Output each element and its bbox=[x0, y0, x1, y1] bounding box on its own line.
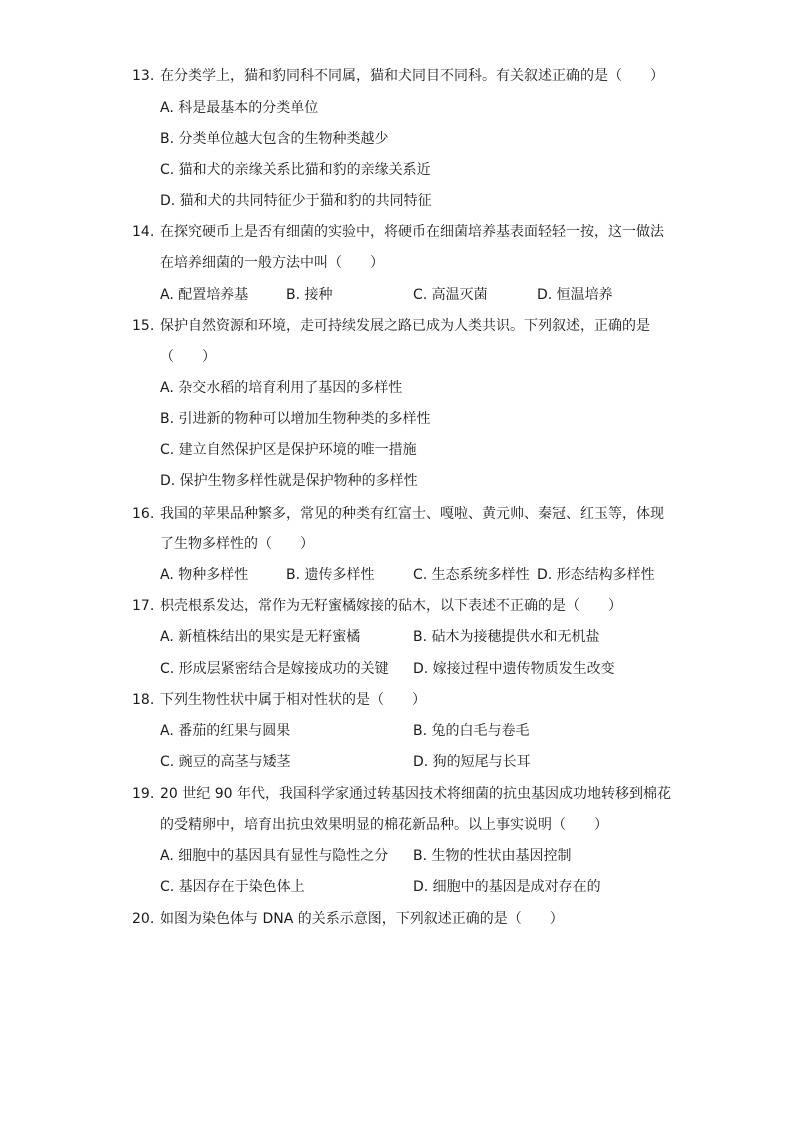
option-d: D. 狗的短尾与长耳 bbox=[413, 754, 531, 770]
option-b: B. 兔的白毛与卷毛 bbox=[413, 723, 530, 739]
option-d: D. 猫和犬的共同特征少于猫和豹的共同特征 bbox=[160, 193, 432, 209]
option-b: B. 砧木为接穗提供水和无机盐 bbox=[413, 629, 600, 645]
option-a: A. 科是最基本的分类单位 bbox=[160, 100, 319, 116]
option-c: C. 基因存在于染色体上 bbox=[160, 879, 305, 895]
question-stem: 在分类学上，猫和豹同科不同属，猫和犬同目不同科。有关叙述正确的是（ ） bbox=[160, 68, 664, 84]
question-number: 16. bbox=[132, 506, 155, 522]
question-stem-continued: 了生物多样性的（ ） bbox=[160, 536, 314, 552]
option-b: B. 遗传多样性 bbox=[286, 567, 375, 583]
option-d: D. 嫁接过程中遗传物质发生改变 bbox=[413, 661, 615, 677]
question-stem: 在探究硬币上是否有细菌的实验中，将硬币在细菌培养基表面轻轻一按，这一做法 bbox=[160, 224, 664, 240]
question-stem: 我国的苹果品种繁多，常见的种类有红富士、嘎啦、黄元帅、秦冠、红玉等，体现 bbox=[160, 506, 664, 522]
option-a: A. 物种多样性 bbox=[160, 567, 249, 583]
option-b: B. 生物的性状由基因控制 bbox=[413, 848, 572, 864]
option-b: B. 分类单位越大包含的生物种类越少 bbox=[160, 131, 389, 147]
option-b: B. 引进新的物种可以增加生物种类的多样性 bbox=[160, 411, 431, 427]
option-c: C. 生态系统多样性 bbox=[413, 567, 530, 583]
question-number: 19. bbox=[132, 786, 155, 802]
option-d: D. 形态结构多样性 bbox=[537, 567, 655, 583]
question-number: 18. bbox=[132, 692, 155, 708]
question-number: 20. bbox=[132, 911, 155, 927]
question-stem-continued: 的受精卵中，培育出抗虫效果明显的棉花新品种。以上事实说明（ ） bbox=[160, 817, 608, 833]
option-d: D. 细胞中的基因是成对存在的 bbox=[413, 879, 601, 895]
question-stem: 保护自然资源和环境，走可持续发展之路已成为人类共识。下列叙述，正确的是 bbox=[160, 318, 650, 334]
question-number: 17. bbox=[132, 598, 155, 614]
option-c: C. 高温灭菌 bbox=[413, 287, 488, 303]
option-c: C. 形成层紧密结合是嫁接成功的关键 bbox=[160, 661, 389, 677]
question-number: 14. bbox=[132, 224, 155, 240]
question-number: 15. bbox=[132, 318, 155, 334]
option-a: A. 细胞中的基因具有显性与隐性之分 bbox=[160, 848, 389, 864]
option-c: C. 建立自然保护区是保护环境的唯一措施 bbox=[160, 442, 417, 458]
question-stem-continued: （ ） bbox=[160, 349, 216, 365]
question-stem: 下列生物性状中属于相对性状的是（ ） bbox=[160, 692, 426, 708]
question-number: 13. bbox=[132, 68, 155, 84]
question-stem: 20 世纪 90 年代，我国科学家通过转基因技术将细菌的抗虫基因成功地转移到棉花 bbox=[160, 786, 671, 802]
option-a: A. 番茄的红果与圆果 bbox=[160, 723, 291, 739]
option-d: D. 保护生物多样性就是保护物种的多样性 bbox=[160, 473, 418, 489]
question-stem-continued: 在培养细菌的一般方法中叫（ ） bbox=[160, 255, 384, 271]
option-b: B. 接种 bbox=[286, 287, 333, 303]
question-stem: 枳壳根系发达，常作为无籽蜜橘嫁接的砧木，以下表述不正确的是（ ） bbox=[160, 598, 622, 614]
option-c: C. 豌豆的高茎与矮茎 bbox=[160, 754, 291, 770]
option-a: A. 配置培养基 bbox=[160, 287, 249, 303]
option-a: A. 杂交水稻的培育利用了基因的多样性 bbox=[160, 380, 403, 396]
question-stem: 如图为染色体与 DNA 的关系示意图，下列叙述正确的是（ ） bbox=[160, 911, 564, 927]
option-d: D. 恒温培养 bbox=[537, 287, 613, 303]
option-c: C. 猫和犬的亲缘关系比猫和豹的亲缘关系近 bbox=[160, 162, 431, 178]
option-a: A. 新植株结出的果实是无籽蜜橘 bbox=[160, 629, 361, 645]
